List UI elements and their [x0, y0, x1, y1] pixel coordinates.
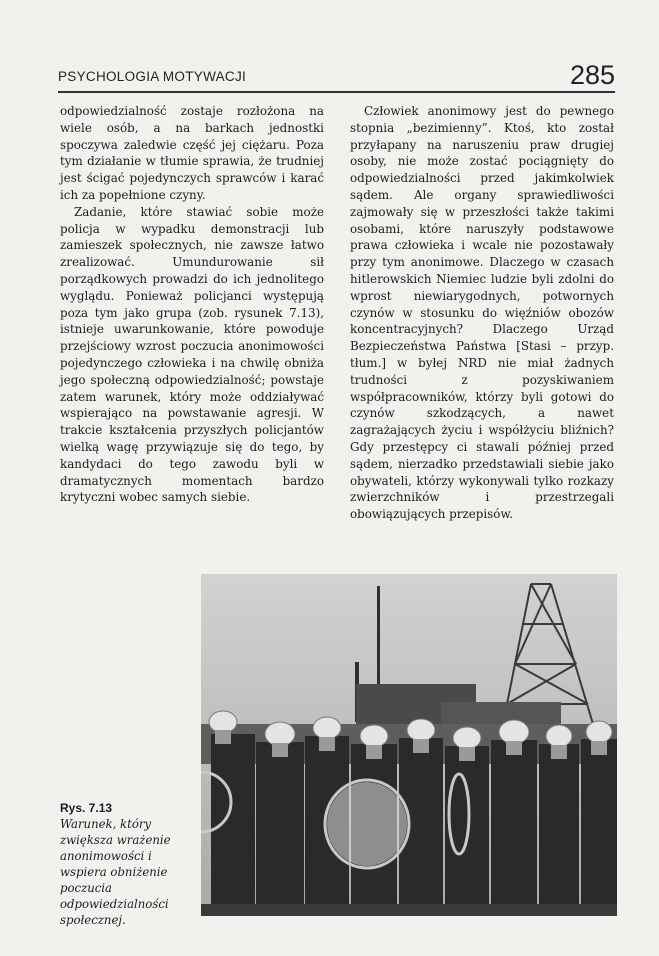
figure-caption [60, 800, 194, 928]
figure-caption-text: Warunek, który zwiększa wrażenie anonimowości i wspiera obniżenie poczucia odpowiedzialności społecznej. [60, 817, 171, 927]
header-rule [58, 91, 615, 93]
paragraph: odpowiedzialność zostaje rozłożona na wiele osób, a na barkach jednostki spoczywa zaledwie część jej ciężaru. Poza tym działanie w tłumie sprawia, że trudniej jest ścigać pojedynczych sprawców i karać ich za popełnione czyny. [60, 104, 324, 202]
page-number: 285 [569, 60, 615, 90]
running-header-title: PSYCHOLOGIA MOTYWACJI [58, 69, 247, 84]
riot-police-photo [201, 574, 617, 916]
police-officers [211, 734, 617, 916]
paragraph: Zadanie, które stawiać sobie może policja w wypadku demonstracji lub zamieszek społecznych, nie zawsze łatwo zrealizować. Umundurowanie sił porządkowych prowadzi do ich jednolitego wyglądu. Ponieważ policjanci występują poza tym jako grupa (zob. rysunek 7.13), istnieje uwarunkowanie, które powoduje przejściowy wzrost poczucia anonimowości pojedynczego człowieka i na chwilę obniża jego społeczną odpowiedzialność; powstaje zatem warunek, który może oddziaływać wspierająco na powstawanie agresji. W trakcie kształcenia przyszłych policjantów wielką wagę przywiązuje się do tego, by kandydaci do tego zawodu byli w dramatycznych momentach bardzo krytyczni wobec samych siebie. [60, 204, 324, 505]
figure-label: Rys. 7.13 [60, 801, 113, 815]
paragraph: Człowiek anonimowy jest do pewnego stopnia „bezimienny”. Ktoś, kto został przyłapany na naruszeniu praw drugiej osoby, nie może zostać pociągnięty do odpowiedzialności przed jakimkolwiek sądem. Ale organy sprawiedliwości zajmowały się w przeszłości także takimi osobami, które naruszyły podstawowe prawa człowieka i wcale nie pozostawały przy tym anonimowe. Dlaczego w czasach hitlerowskich Niemiec ludzie byli zdolni do wprost niewiarygodnych, potwornych czynów w stosunku do więźniów obozów koncentracyjnych? Dlaczego Urząd Bezpieczeństwa Państwa [Stasi – przyp. tłum.] w byłej NRD nie miał żadnych trudności z pozyskiwaniem współpracowników, którzy byli gotowi do czynów szkodzących, a nawet zagrażających życiu i współżyciu bliźnich? Gdy przestępcy ci stawali później przed sądem, nierzadko przedstawiali siebie jako obywateli, którzy wykonywali tylko rozkazy zwierzchników i przestrzegali obowiązujących przepisów. [350, 104, 614, 522]
photo-illustration [201, 574, 617, 916]
right-text-column [350, 103, 614, 523]
left-text-column [60, 103, 324, 506]
